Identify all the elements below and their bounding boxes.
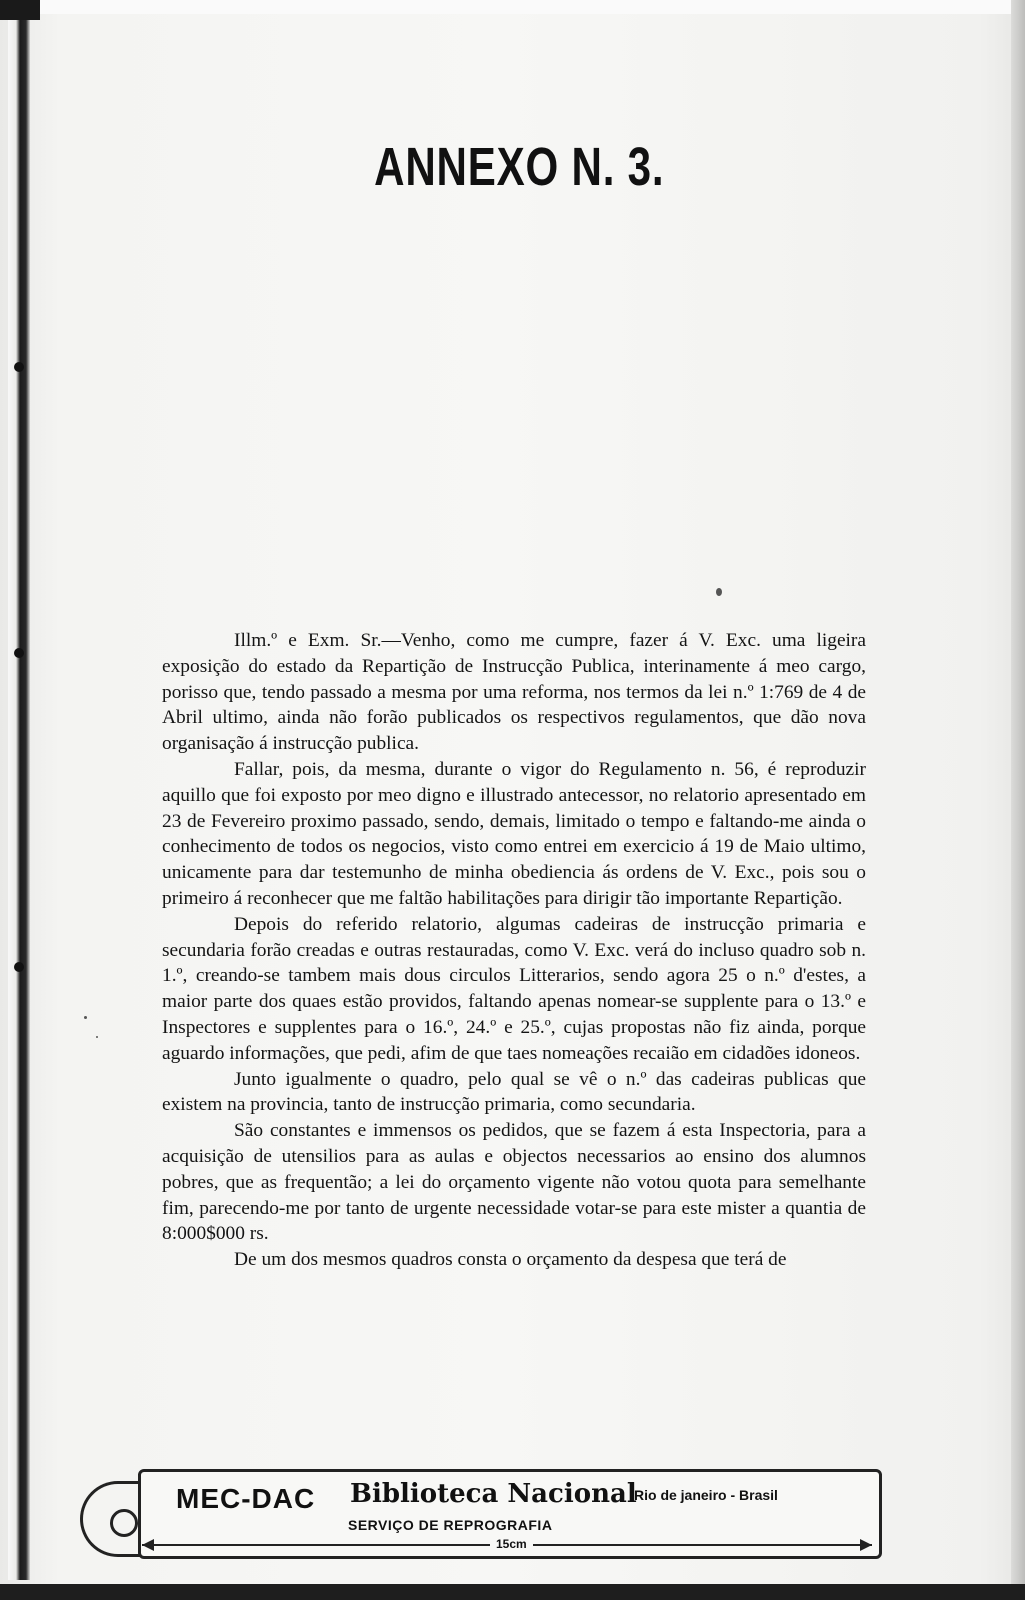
paragraph: Junto igualmente o quadro, pelo qual se vê o n.º das cadeiras publicas que existem na provincia, tanto de instrucção primaria, como secundaria. [162, 1068, 866, 1116]
stamp-scale: 15cm [490, 1537, 533, 1551]
body-text [162, 628, 866, 1273]
stamp-service: SERVIÇO DE REPROGRAFIA [348, 1517, 553, 1533]
arrow-right-icon [860, 1539, 872, 1551]
ink-speck [96, 1036, 98, 1038]
binding-strip [8, 20, 30, 1580]
ink-speck [84, 1016, 87, 1019]
binding-hole [14, 648, 24, 658]
paragraph: São constantes e immensos os pedidos, que se fazem á esta Inspectoria, para a acquisição de utensilios para as aulas e objectos necessarios ao ensino dos alumnos pobres, que as frequentão; a lei do orçamento vigente não votou quota para semelhante fim, parecendo-me por tanto de urgente necessidade votar-se para este mister a quantia de 8:000$000 rs. [162, 1120, 866, 1245]
library-stamp [80, 1465, 880, 1559]
stamp-ring-icon [110, 1509, 138, 1537]
paragraph: Depois do referido relatorio, algumas cadeiras de instrucção primaria e secundaria forão creadas e outras restauradas, como V. Exc. verá do incluso quadro sob n. 1.º, creando-se tambem mais dous circulos Litterarios, sendo agora 25 o n.º d'estes, a maior parte dos quaes estão providos, faltando apenas nomear-se supplente para o 13.º e Inspectores e supplentes para o 16.º, 24.º e 25.º, cujas propostas não fiz ainda, porque aguardo informações, que pedi, afim de que taes nomeações recaião em cidadões idoneos. [162, 913, 866, 1064]
ink-speck [716, 588, 722, 596]
paragraph: Illm.º e Exm. Sr.—Venho, como me cumpre, fazer á V. Exc. uma ligeira exposição do estado da Repartição de Instrucção Publica, interinamente á meo cargo, porisso que, tendo passado a mesma por uma reforma, nos termos da lei n.º 1:769 de 4 de Abril ultimo, ainda não forão publicados os respectivos regulamentos, que dão nova organisação á instrucção publica. [162, 630, 866, 755]
stamp-org: MEC-DAC [176, 1483, 316, 1514]
binding-hole [14, 362, 24, 372]
binding-hole [14, 962, 24, 972]
corner-mark [0, 0, 40, 20]
page-bottom-edge [0, 1584, 1025, 1600]
page-top-edge [0, 0, 1025, 14]
stamp-location: Rio de janeiro - Brasil [634, 1487, 778, 1503]
page-title: ANNEXO N. 3. [374, 137, 665, 197]
page-right-edge [1011, 0, 1025, 1600]
paragraph: De um dos mesmos quadros consta o orçamento da despesa que terá de [234, 1249, 787, 1271]
stamp-library: Biblioteca Nacional [350, 1479, 637, 1509]
paragraph: Fallar, pois, da mesma, durante o vigor do Regulamento n. 56, é reproduzir aquillo que foi exposto por meo digno e illustrado antecessor, no relatorio apresentado em 23 de Fevereiro proximo passado, sendo, demais, limitado o tempo e faltando-me ainda o conhecimento de todos os negocios, visto como entrei em exercicio á 19 de Maio ultimo, unicamente para dar testemunho de minha obediencia ás ordens de V. Exc., pois sou o primeiro á reconhecer que me faltão habilitações para dirigir tão importante Repartição. [162, 758, 866, 909]
arrow-left-icon [142, 1539, 154, 1551]
